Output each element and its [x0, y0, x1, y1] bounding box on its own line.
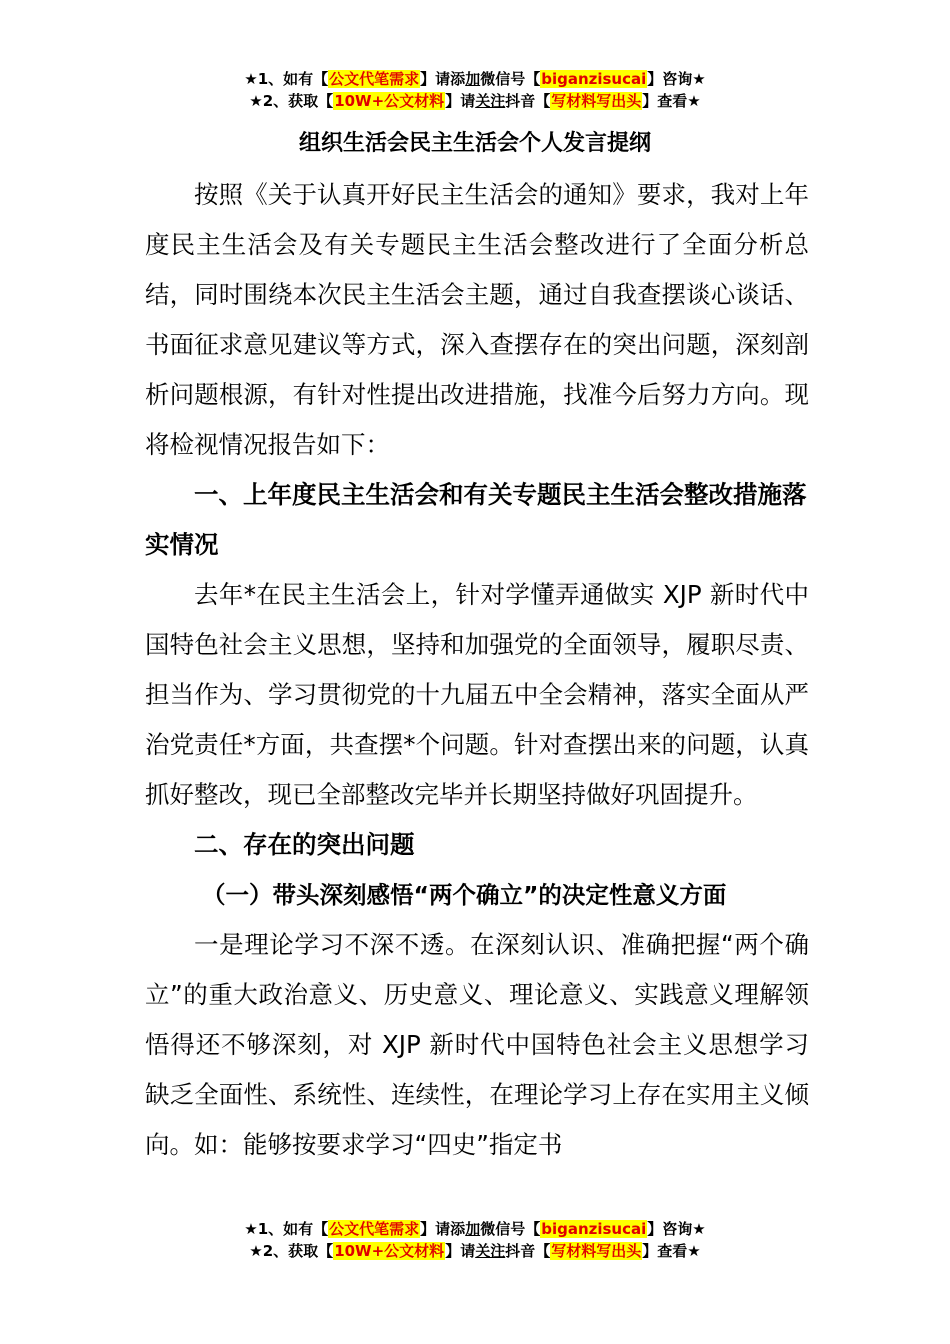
- subsection-1-paragraph: 一是理论学习不深不透。在深刻认识、准确把握“两个确立”的重大政治意义、历史意义、理论意义、实践意义理解领悟得还不够深刻，对 XJP 新时代中国特色社会主义思想学习缺乏全面性、系统性、连续性，在理论学习上存在实用主义倾向。如：能够按要求学习“四史”指定书: [145, 930, 809, 1159]
- highlight-wechat-id: biganzisucai: [541, 70, 647, 88]
- promo-line-1: ★1、如有【公文代笔需求】请添加微信号【biganzisucai】咨询★: [244, 1220, 706, 1238]
- promo-banner-bottom: [0, 1218, 950, 1262]
- promo-line-2: ★2、获取【10W+公文材料】请关注抖音【写材料写出头】查看★: [249, 92, 701, 110]
- highlight-materials: 10W+公文材料: [334, 92, 445, 110]
- section-1-paragraph: 去年*在民主生活会上，针对学懂弄通做实 XJP 新时代中国特色社会主义思想，坚持和加强党的全面领导，履职尽责、担当作为、学习贯彻党的十九届五中全会精神，落实全面从严治党责任*方面，共查摆*个问题。针对查摆出来的问题，认真抓好整改，现已全部整改完毕并长期坚持做好巩固提升。: [145, 580, 809, 809]
- promo-line-2: ★2、获取【10W+公文材料】请关注抖音【写材料写出头】查看★: [249, 1242, 701, 1260]
- highlight-materials: 10W+公文材料: [334, 1242, 445, 1260]
- highlight-douyin-account: 写材料写出头: [551, 92, 642, 110]
- document-body: [145, 170, 809, 1170]
- promo-banner-top: [0, 68, 950, 112]
- section-2-heading: 二、存在的突出问题: [194, 830, 415, 859]
- highlight-wechat-id: biganzisucai: [541, 1220, 647, 1238]
- document-title: 组织生活会民主生活会个人发言提纲: [298, 131, 651, 156]
- section-1-heading: 一、上年度民主生活会和有关专题民主生活会整改措施落实情况: [145, 480, 807, 559]
- highlight-douyin-account: 写材料写出头: [551, 1242, 642, 1260]
- highlight-writing-service: 公文代笔需求: [329, 70, 420, 88]
- highlight-writing-service: 公文代笔需求: [329, 1220, 420, 1238]
- promo-line-1: ★1、如有【公文代笔需求】请添加微信号【biganzisucai】咨询★: [244, 70, 706, 88]
- intro-paragraph: 按照《关于认真开好民主生活会的通知》要求，我对上年度民主生活会及有关专题民主生活会整改进行了全面分析总结，同时围绕本次民主生活会主题，通过自我查摆谈心谈话、书面征求意见建议等方式，深入查摆存在的突出问题，深刻剖析问题根源，有针对性提出改进措施，找准今后努力方向。现将检视情况报告如下：: [145, 180, 809, 459]
- subsection-1-heading: （一）带头深刻感悟“两个确立”的决定性意义方面: [202, 881, 727, 909]
